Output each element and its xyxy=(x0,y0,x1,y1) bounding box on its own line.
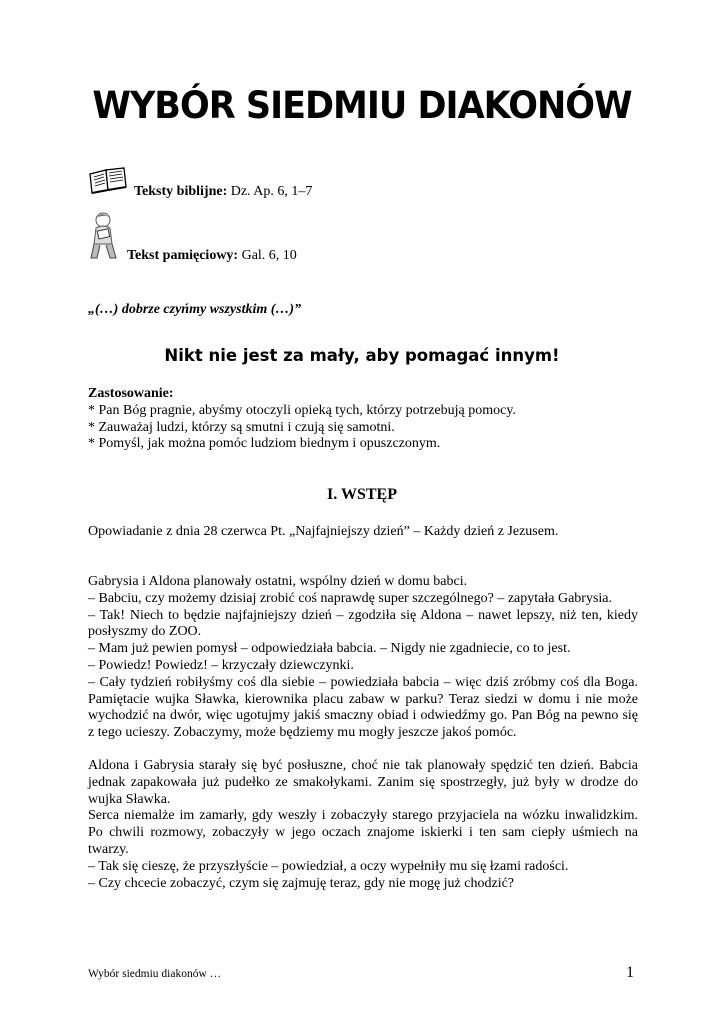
story-paragraph: – Babciu, czy możemy dzisiaj zrobić coś naprawdę super szczególnego? – zapytała Gabrysia. xyxy=(88,590,613,606)
footer-title: Wybór siedmiu diakonów … xyxy=(88,968,222,980)
story-paragraph: – Cały tydzień robiłyśmy coś dla siebie – powiedziała babcia – więc dziś zróbmy coś dla Boga. Pamiętacie wujka Sławka, kierownika placu zabaw w parku? Teraz siedzi w domu i nie może wychodzić na dwór, więc ugotujmy jakiś smaczny obiad i odwiedźmy go. Pan Bóg na pewno się z tego ucieszy. Zobaczymy, może będziemy mu mogły jeszcze jakoś pomóc. xyxy=(88,674,638,741)
section-heading: I. WSTĘP xyxy=(327,486,397,503)
application-heading: Zastosowanie: xyxy=(88,386,174,401)
page-title: WYBÓR SIEDMIU DIAKONÓW xyxy=(92,84,632,128)
story-paragraph: – Tak! Niech to będzie najfajniejszy dzień – zgodziła się Aldona – nawet lepszy, niż ten, kiedy posłyszmy do ZOO. xyxy=(88,607,638,640)
application-item: * Pomyśl, jak można pomóc ludziom biednym i opuszczonym. xyxy=(88,436,441,452)
story-paragraph: – Czy chcecie zobaczyć, czym się zajmuję teraz, gdy nie mogę już chodzić? xyxy=(88,875,515,891)
memory-quote: „(…) dobrze czyńmy wszystkim (…)” xyxy=(88,302,302,317)
page-number: 1 xyxy=(626,964,634,981)
biblical-texts-label: Teksty biblijne: xyxy=(134,184,228,199)
story-paragraph: Serca niemalże im zamarły, gdy weszły i zobaczyły starego przyjaciela na wózku inwalidzkim. Po chwili rozmowy, zobaczyły w jego oczach znajome iskierki i ten sam ciepły uśmiech na twarzy. xyxy=(88,808,638,857)
application-item: * Pan Bóg pragnie, abyśmy otoczyli opieką tych, którzy potrzebują pomocy. xyxy=(88,402,516,418)
story-paragraph: Gabrysia i Aldona planowały ostatni, wspólny dzień w domu babci. xyxy=(88,574,468,589)
open-book-icon xyxy=(88,166,128,199)
memory-text-value: Gal. 6, 10 xyxy=(241,248,297,263)
application-item: * Zauważaj ludzi, którzy są smutni i czują się samotni. xyxy=(88,419,395,435)
story-part-2 xyxy=(88,758,638,892)
intro-line: Opowiadanie z dnia 28 czerwca Pt. „Najfajniejszy dzień” – Każdy dzień z Jezusem. xyxy=(88,524,559,539)
biblical-texts-value: Dz. Ap. 6, 1–7 xyxy=(230,184,313,199)
memory-text-line xyxy=(127,248,297,264)
story-paragraph: – Powiedz! Powiedz! – krzyczały dziewczynki. xyxy=(88,657,354,673)
reading-girl-icon xyxy=(88,212,120,267)
story-paragraph: – Mam już pewien pomysł – odpowiedziała babcia. – Nigdy nie zgadniecie, co to jest. xyxy=(88,641,571,657)
story-paragraph: – Tak się cieszę, że przyszłyście – powiedział, a oczy wypełniły mu się łzami radości. xyxy=(88,858,569,874)
biblical-texts-line xyxy=(134,184,312,200)
lesson-motto: Nikt nie jest za mały, aby pomagać innym! xyxy=(164,346,560,365)
memory-text-label: Tekst pamięciowy: xyxy=(127,248,239,263)
story-part-1 xyxy=(88,574,638,742)
application-section xyxy=(88,386,638,453)
story-paragraph: Aldona i Gabrysia starały się być posłuszne, choć nie tak planowały spędzić ten dzień. Babcia jednak zapakowała już pudełko ze smakołykami. Zanim się spostrzegły, już były w drodze do wujka Sławka. xyxy=(88,758,638,807)
